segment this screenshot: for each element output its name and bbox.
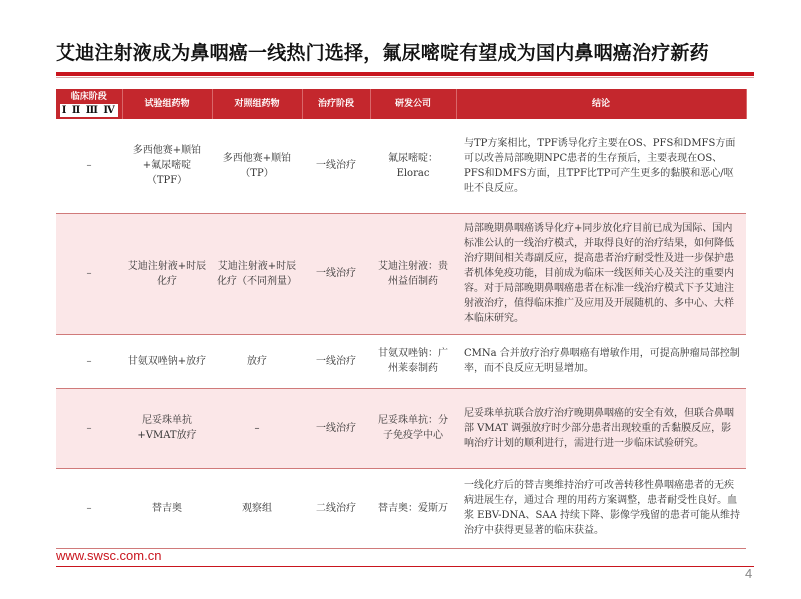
cell-conclusion: 一线化疗后的替吉奥维持治疗可改善转移性鼻咽癌患者的无疾病进展生存，通过合 理的用药方案调整，患者耐受性良好。血浆 EBV-DNA、SAA 持续下降、影像学残留的患者可能从维持治疗中获得更显著的临床获益。 xyxy=(456,468,746,548)
cell-conclusion: CMNa 合并放疗治疗鼻咽癌有增敏作用，可提高肿瘤局部控制率，而不良反应无明显增加。 xyxy=(456,334,746,388)
table-row xyxy=(56,213,746,334)
cell-company: 甘氨双唑钠：广州莱泰制药 xyxy=(370,334,456,388)
cell-stage: – xyxy=(56,213,122,334)
header-clinical-stage-label: 临床阶段 xyxy=(70,92,107,102)
cell-company: 艾迪注射液：贵州益佰制药 xyxy=(370,213,456,334)
clinical-trials-table xyxy=(56,89,747,549)
page-title: 艾迪注射液成为鼻咽癌一线热门选择，氟尿嘧啶有望成为国内鼻咽癌治疗新药 xyxy=(56,42,709,64)
cell-stage: – xyxy=(56,334,122,388)
cell-company: 氟尿嘧啶：Elorac xyxy=(370,119,456,213)
table-row xyxy=(56,334,746,388)
header-clinical-stage xyxy=(56,89,122,119)
header-control-drug: 对照组药物 xyxy=(212,89,302,119)
cell-test-drug: 艾迪注射液+时辰化疗 xyxy=(122,213,212,334)
cell-conclusion: 局部晚期鼻咽癌诱导化疗+同步放化疗目前已成为国际、国内标准公认的一线治疗模式，并取得良好的治疗结果，如何降低治疗期间相关毒副反应，提高患者治疗耐受性及进一步保护患者机体免疫功能，目前成为临床一线医师关心及关注的重要内容。对于局部晚期鼻咽癌患者在标准一线治疗模式下予艾迪注射液治疗，值得临床推广及应用及开展随机的、多中心、大样本临床研究。 xyxy=(456,213,746,334)
header-company: 研发公司 xyxy=(370,89,456,119)
cell-control-drug: 放疗 xyxy=(212,334,302,388)
cell-test-drug: 多西他赛+顺铂+氟尿嘧啶（TPF） xyxy=(122,119,212,213)
cell-company: 替吉奥：爱斯万 xyxy=(370,468,456,548)
cell-test-drug: 替吉奥 xyxy=(122,468,212,548)
table-header-row xyxy=(56,89,746,119)
cell-control-drug: 艾迪注射液+时辰化疗（不同剂量） xyxy=(212,213,302,334)
cell-control-drug: 观察组 xyxy=(212,468,302,548)
cell-test-drug: 尼妥珠单抗+VMAT放疗 xyxy=(122,388,212,468)
cell-company: 尼妥珠单抗：分子免疫学中心 xyxy=(370,388,456,468)
header-test-drug: 试验组药物 xyxy=(122,89,212,119)
cell-treatment-stage: 二线治疗 xyxy=(302,468,370,548)
header-treatment-stage: 治疗阶段 xyxy=(302,89,370,119)
cell-treatment-stage: 一线治疗 xyxy=(302,213,370,334)
header-clinical-stage-phases: Ⅰ Ⅱ Ⅲ Ⅳ xyxy=(61,105,116,116)
title-underline-shadow xyxy=(56,77,754,78)
cell-treatment-stage: 一线治疗 xyxy=(302,334,370,388)
table-row xyxy=(56,468,746,548)
footer-website-link[interactable]: www.swsc.com.cn xyxy=(56,548,162,563)
cell-stage: – xyxy=(56,119,122,213)
cell-test-drug: 甘氨双唑钠+放疗 xyxy=(122,334,212,388)
cell-control-drug: 多西他赛+顺铂（TP） xyxy=(212,119,302,213)
cell-conclusion: 与TP方案相比，TPF诱导化疗主要在OS、PFS和DMFS方面可以改善局部晚期NPC患者的生存预后，主要表现在OS、PFS和DMFS方面，且TPF比TP可产生更多的黏膜和恶心/呕吐不良反应。 xyxy=(456,119,746,213)
footer-divider xyxy=(56,566,754,567)
table-row xyxy=(56,119,746,213)
title-underline xyxy=(56,72,754,76)
page-number: 4 xyxy=(745,566,753,581)
cell-stage: – xyxy=(56,388,122,468)
cell-treatment-stage: 一线治疗 xyxy=(302,119,370,213)
cell-conclusion: 尼妥珠单抗联合放疗治疗晚期鼻咽癌的安全有效，但联合鼻咽部 VMAT 调强放疗时少部分患者出现较重的舌黏膜反应，影响治疗计划的顺利进行，需进行进一步临床试验研究。 xyxy=(456,388,746,468)
cell-control-drug: – xyxy=(212,388,302,468)
cell-stage: – xyxy=(56,468,122,548)
table-row xyxy=(56,388,746,468)
cell-treatment-stage: 一线治疗 xyxy=(302,388,370,468)
header-conclusion: 结论 xyxy=(456,89,746,119)
